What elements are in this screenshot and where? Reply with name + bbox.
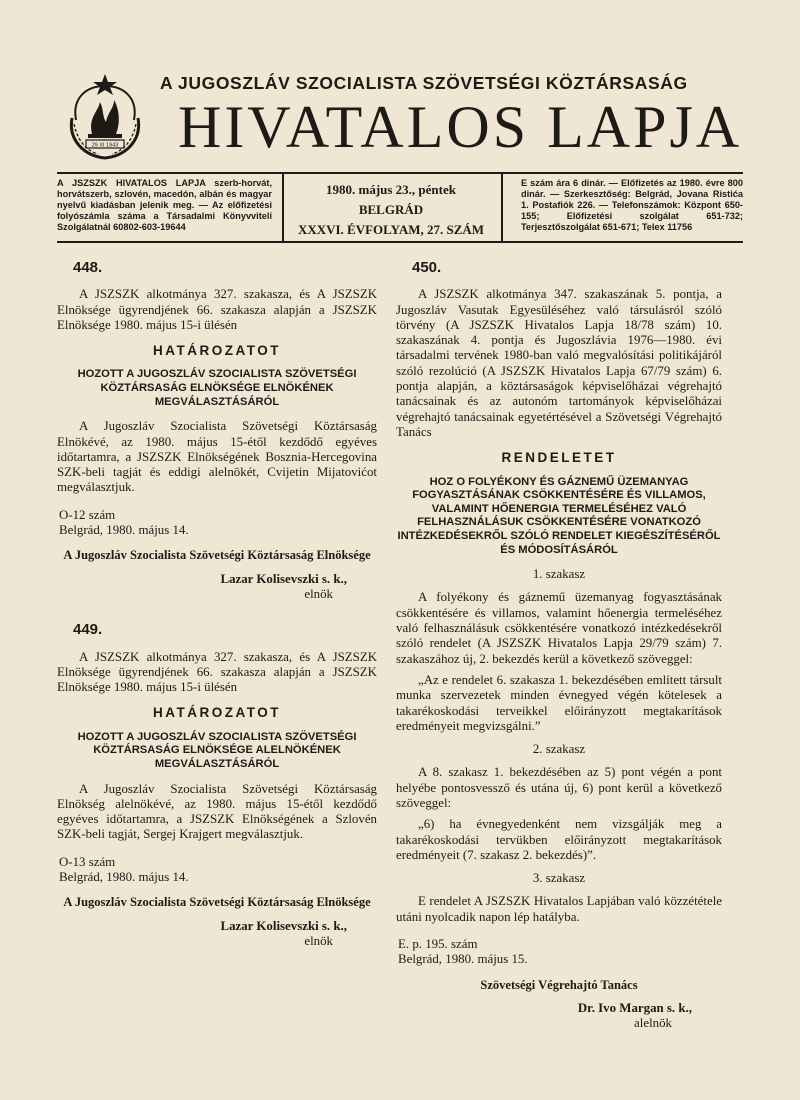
section-3-label: 3. szakasz — [532, 871, 586, 886]
masthead-divider-left — [282, 174, 284, 241]
reference-number: O-12 szám — [59, 507, 116, 522]
document-subheading: HOZ O FOLYÉKONY ÉS GÁZNEMŰ ÜZEMANYAG FOGYASZTÁSÁNAK CSÖKKENTÉSÉRE ÉS VILLAMOS, VALAMINT HŐENERGIA TERMELÉSÉHEZ VALÓ FELHASZNÁLÁSUK CSÖKKENTÉSÉRE VONATKOZÓ INTÉZKEDÉSEKRŐL SZÓLÓ RENDELET KIEGÉSZÍTÉSÉRŐL ÉS MÓDOSÍTÁSÁRÓL — [397, 475, 721, 556]
reference-place-date: Belgrád, 1980. május 14. — [59, 523, 189, 538]
masthead-bottom-rule — [57, 241, 743, 243]
document-intro: A JSZSZK alkotmánya 327. szakasza, és A JSZSZK Elnöksége ügyrendjének 66. szakasza alapján a JSZSZK Elnöksége 1980. május 15-i ülésén — [57, 649, 377, 695]
section-2-label: 2. szakasz — [532, 742, 586, 757]
left-column — [57, 260, 377, 949]
reference-number: O-13 szám — [59, 854, 116, 869]
signer-name: Lazar Kolisevszki s. k., — [220, 571, 347, 586]
signer-organization: A Jugoszláv Szocialista Szövetségi Köztársaság Elnöksége — [63, 548, 371, 563]
section-2-quote: „6) ha évnegyedenként nem vizsgálják meg a takarékoskodási tervükben előirányzott megtakarítások eredményeit (7. szakasz 2. bekezdés)”. — [396, 817, 722, 862]
section-2-text: A 8. szakasz 1. bekezdésében az 5) pont végén a pont helyébe pontosvessző és utána új, 6) pont kerül a következő szöveggel: — [396, 765, 722, 810]
document-intro: A JSZSZK alkotmánya 347. szakaszának 5. pontja, a Jugoszláv Vasutak Egyesüléséhez való társulásról szóló törvény (A JSZSZK Hivatalos Lapja 18/78 szám) 10. szakaszának 4. pontja és Jugoszlávia 1976—1980. évi társadalmi tervének 1980-ban való megvalósítási politikájáról szóló rezolúció (A JSZSZK Hivatalos Lapja 67/79 szám) 6. pontja alapján, a köztársaságok képviselőházai végrehajtó tanácsainak és az autonóm tartományok képviselőházai végrehajtó tanácsainak egyetértésével a Szövetségi Végrehajtó Tanács — [396, 287, 722, 439]
document-number: 450. — [412, 259, 442, 276]
right-column — [396, 260, 722, 1032]
document-heading: RENDELETET — [501, 450, 617, 466]
masthead-subscription-info: E szám ára 6 dinár. — Előfizetés az 1980. évre 800 dinár. — Szerkesztőség: Belgrád, Jovana Ristića 1. Postafiók 226. — Telefonszámok: Központ 650-155; Előfizetési szolgálat 651-732; Terjesztőszolgálat 651-671; Telex 11756 — [521, 178, 743, 233]
section-1-label: 1. szakasz — [532, 567, 586, 582]
document-449 — [57, 622, 377, 949]
issue-date: 1980. május 23., péntek — [325, 182, 456, 197]
state-emblem-icon — [62, 68, 148, 164]
reference-number: E. p. 195. szám — [398, 937, 478, 952]
signer-organization: A Jugoszláv Szocialista Szövetségi Köztársaság Elnöksége — [63, 895, 371, 910]
masthead-issue-info — [290, 180, 492, 240]
masthead-top-rule — [57, 172, 743, 174]
section-1-quote: „Az e rendelet 6. szakasza 1. bekezdésében említett társult munka szervezetek minden évnegyed végén kötelesek a takarékoskodási terveikkel előirányzott megtakarítások eredményeit megvizsgálni.” — [396, 672, 722, 733]
signer-name: Lazar Kolisevszki s. k., — [220, 918, 347, 933]
section-3-text: E rendelet A JSZSZK Hivatalos Lapjában való közzététele utáni nyolcadik napon lép hatályba. — [396, 894, 722, 924]
issue-city: BELGRÁD — [358, 202, 424, 217]
document-subheading: HOZOTT A JUGOSZLÁV SZOCIALISTA SZÖVETSÉGI KÖZTÁRSASÁG ELNÖKSÉGE ALELNÖKÉNEK MEGVÁLASZTÁSÁRÓL — [77, 730, 357, 770]
document-body: A Jugoszláv Szocialista Szövetségi Köztársaság Elnökség alelnökévé, az 1980. május 15-étől kezdődő egyéves időtartamra, a JSZSZK Elnökségének a Szlovén SZK-beli tagját, Sergej Krajgert megválasztjuk. — [57, 781, 377, 842]
document-448 — [57, 260, 377, 602]
document-intro: A JSZSZK alkotmánya 327. szakasza, és A JSZSZK Elnöksége ügyrendjének 66. szakasza alapján a JSZSZK Elnöksége 1980. május 15-i ülésén — [57, 287, 377, 332]
masthead-divider-right — [501, 174, 503, 241]
emblem-date-text: 29 XI 1943 — [91, 142, 119, 149]
signer-title: alelnök — [634, 1016, 672, 1031]
document-heading: HATÁROZATOT — [153, 343, 281, 359]
masthead-publication-info: A JSZSZK HIVATALOS LAPJA szerb-horvát, horvátszerb, szlovén, macedón, albán és magyar nyelvű kiadásban jelenik meg. — Az előfizetési folyószámla száma a Társadalmi Könyvviteli Szolgálatnál 60802-603-19644 — [57, 178, 272, 233]
reference-place-date: Belgrád, 1980. május 15. — [398, 952, 528, 967]
document-number: 449. — [73, 621, 103, 639]
masthead-supertitle: A JUGOSZLÁV SZOCIALISTA SZÖVETSÉGI KÖZTÁRSASÁG — [160, 73, 688, 93]
reference-place-date: Belgrád, 1980. május 14. — [59, 869, 189, 884]
signer-title: elnök — [304, 933, 333, 948]
document-number: 448. — [73, 259, 103, 276]
signer-title: elnök — [304, 586, 333, 601]
issue-volume: XXXVI. ÉVFOLYAM, 27. SZÁM — [297, 222, 485, 237]
section-1-text: A folyékony és gáznemű üzemanyag fogyasztásának csökkentésére és villamos, valamint hőenergia termeléséhez való felhasználásuk csökkentésére vonatkozó intézkedésekről szóló rendelet (A JSZSZK Hivatalos Lapja 29/79 szám) 7. szakaszához új, 2. bekezdés kerül a következő szöveggel: — [396, 590, 722, 666]
document-450 — [396, 260, 722, 1032]
document-subheading: HOZOTT A JUGOSZLÁV SZOCIALISTA SZÖVETSÉGI KÖZTÁRSASÁG ELNÖKSÉGE ELNÖKÉNEK MEGVÁLASZTÁSÁRÓL — [77, 368, 357, 408]
signer-name: Dr. Ivo Margan s. k., — [577, 1000, 692, 1015]
signer-organization: Szövetségi Végrehajtó Tanács — [480, 977, 638, 992]
masthead-title: HIVATALOS LAPJA — [178, 94, 743, 160]
document-body: A Jugoszláv Szocialista Szövetségi Köztársaság Elnökévé, az 1980. május 15-étől kezdődő egyéves időtartamra, a JSZSZK Elnökségének Bosznia-Hercegovina SZK-beli tagját és eddigi alelnökét, Cvijetin Mijatovićot megválasztjuk. — [57, 419, 377, 495]
document-heading: HATÁROZATOT — [153, 705, 281, 721]
